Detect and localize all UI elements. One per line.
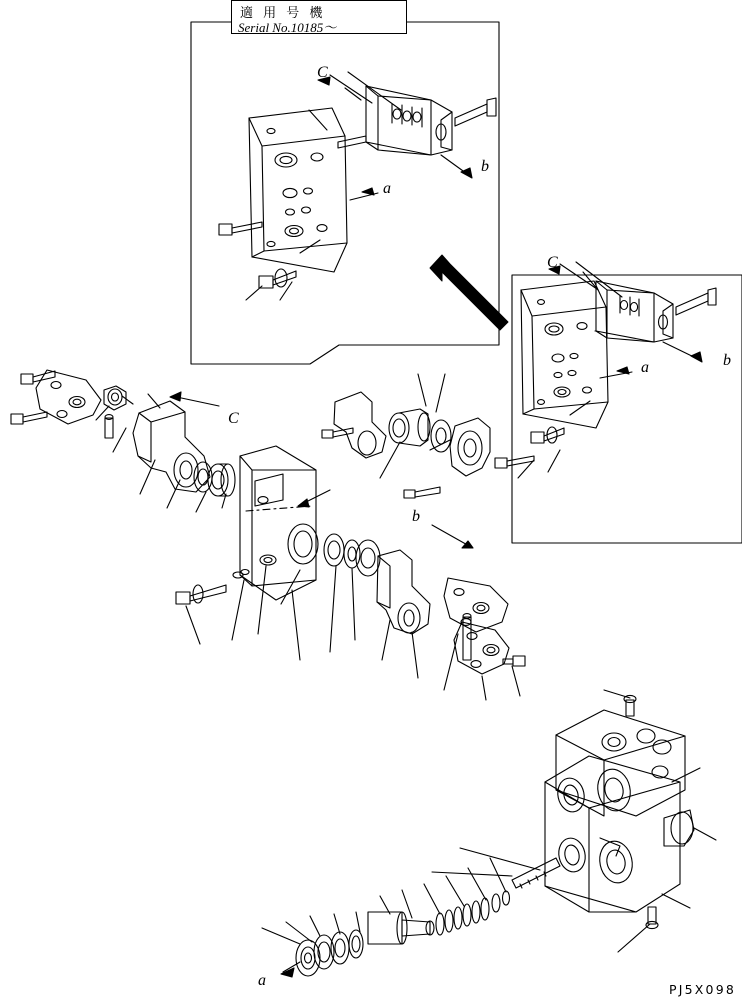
serial-header-box <box>231 0 407 34</box>
bottom-assembly <box>262 690 716 977</box>
right-inset-assembly <box>495 262 716 478</box>
callout-a-bottom: a <box>258 972 266 989</box>
right-inset-frame <box>512 275 742 543</box>
callout-c-mid: C <box>228 410 239 427</box>
callout-b-top: b <box>481 158 489 175</box>
top-inset-frame <box>191 22 499 364</box>
callout-c-top: C <box>317 64 328 81</box>
callout-c-right: C <box>547 254 558 271</box>
serial-header-en: Serial No.10185〜 <box>238 20 337 35</box>
serial-header-jp: 適 用 号 機 <box>240 6 326 21</box>
callout-a-top: a <box>383 180 391 197</box>
callout-b-right: b <box>723 352 731 369</box>
reference-arrow <box>430 255 508 330</box>
top-inset-assembly <box>219 72 496 300</box>
middle-assembly <box>11 370 525 700</box>
callout-b-mid: b <box>412 508 420 525</box>
callout-a-right: a <box>641 359 649 376</box>
part-code: PJ5X098 <box>669 982 736 997</box>
